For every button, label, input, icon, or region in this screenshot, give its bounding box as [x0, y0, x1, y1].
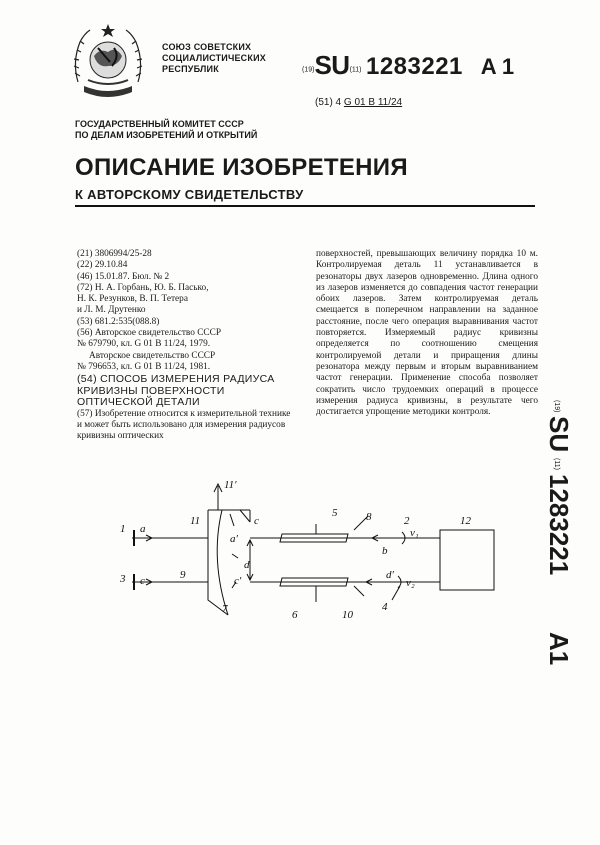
patent-number-line	[302, 50, 514, 81]
bib-line: (56) Авторское свидетельство СССР	[77, 328, 221, 339]
label-8: 8	[366, 511, 372, 523]
bib-line: (21) 3806994/25-28	[77, 249, 152, 259]
label-10: 10	[342, 609, 353, 621]
label-c: c	[254, 515, 259, 527]
side-number: 1283221	[544, 474, 574, 576]
figure-diagram	[110, 470, 510, 630]
label-nu2: ν₂	[406, 577, 415, 589]
label-d-prime: d′	[386, 569, 394, 581]
bib-line: (72) Н. А. Горбань, Ю. Б. Пасько,	[77, 282, 209, 293]
label-nu1: ν₁	[410, 527, 419, 539]
bib-line: № 796653, кл. G 01 B 11/24, 1981.	[77, 361, 211, 372]
label-3: 3	[120, 573, 126, 585]
ipc-value: G 01 B 11/24	[343, 97, 403, 108]
label-1: 1	[120, 523, 126, 535]
document-title: ОПИСАНИЕ ИЗОБРЕТЕНИЯ	[75, 154, 408, 181]
leader-4	[392, 586, 400, 600]
bib-line: № 679790, кл. G 01 B 11/24, 1979.	[77, 339, 211, 350]
bib-line: (53) 681.2:535(088.8)	[77, 316, 160, 327]
patent-number: 1283221	[365, 53, 463, 80]
committee-line: ГОСУДАРСТВЕННЫЙ КОМИТЕТ СССР	[75, 119, 244, 129]
ipc-prefix: (51) 4	[315, 97, 342, 108]
code-19: (19)	[302, 66, 315, 74]
label-c-left: c	[140, 575, 145, 587]
code-11: (11)	[349, 66, 362, 74]
side-kind: A1	[544, 632, 574, 666]
bibliography	[77, 249, 295, 443]
label-a: a	[140, 523, 146, 535]
side-country: SU	[544, 416, 574, 453]
bib-line: (46) 15.01.87. Бюл. № 2	[77, 271, 170, 282]
side-code-19: (19)	[553, 400, 560, 413]
frequency-meter-12	[440, 530, 494, 590]
abstract-start: (57) Изобретение относится к измерительной технике и может быть использовано для измерения радиусов кривизны оптических	[77, 408, 291, 442]
abstract-continued: поверхностей, превышающих величину порядка 10 м. Контролируемая деталь 11 устанавливается в резонаторы двух лазеров одновременно. Длина одного из лазеров изменяется до совпадения частот генерации обоих лазеров. Затем контролируемая деталь смещается в поперечном направлении на заданное расстояние, после чего операция выравнивания частот повторяется. Измеряемый радиус кривизны определяется по соотношению смещения контролируемой детали и приращения длины резонатора между первым и вторым выравниванием частот генерации. Применение способа позволяет сократить число трудоемких операций в процессе измерения радиуса кривизны, в результате чего достигается упрощение методики контроля.	[316, 249, 538, 418]
label-a-prime: a′	[230, 533, 238, 545]
bib-line: и Л. М. Друтенко	[77, 305, 146, 316]
divider	[75, 205, 535, 207]
ussr-emblem-icon	[70, 22, 146, 102]
org-line: РЕСПУБЛИК	[162, 64, 219, 74]
committee	[75, 119, 257, 141]
side-code-11: (11)	[553, 458, 560, 470]
bib-line: Авторское свидетельство СССР	[89, 350, 216, 361]
document-subtitle: К АВТОРСКОМУ СВИДЕТЕЛЬСТВУ	[75, 187, 304, 202]
org-line: СОЮЗ СОВЕТСКИХ	[162, 42, 252, 52]
label-6: 6	[292, 609, 298, 621]
label-5: 5	[332, 507, 338, 519]
label-b: b	[382, 545, 388, 557]
leader-10	[354, 586, 364, 596]
label-c-prime: c′	[234, 575, 242, 587]
country-code: SU	[314, 50, 350, 80]
ipc-class	[315, 97, 402, 108]
label-7: 7	[222, 603, 228, 615]
bib-line: Н. К. Резунков, В. П. Тетера	[77, 294, 188, 305]
invention-title: (54) СПОСОБ ИЗМЕРЕНИЯ РАДИУСА КРИВИЗНЫ ПОВЕРХНОСТИ ОПТИЧЕСКОЙ ДЕТАЛИ	[77, 373, 275, 409]
label-9: 9	[180, 569, 186, 581]
label-11: 11	[190, 515, 201, 527]
org-line: СОЦИАЛИСТИЧЕСКИХ	[162, 53, 266, 63]
committee-line: ПО ДЕЛАМ ИЗОБРЕТЕНИЙ И ОТКРЫТИЙ	[75, 130, 258, 140]
label-11-prime: 11′	[224, 479, 237, 491]
patent-kind: A 1	[480, 54, 515, 79]
org-name	[162, 42, 266, 75]
label-2: 2	[404, 515, 410, 527]
label-d: d	[244, 559, 250, 571]
label-4: 4	[382, 601, 388, 613]
label-12: 12	[460, 515, 471, 527]
bib-line: (22) 29.10.84	[77, 260, 128, 271]
side-patent-number	[540, 400, 580, 680]
